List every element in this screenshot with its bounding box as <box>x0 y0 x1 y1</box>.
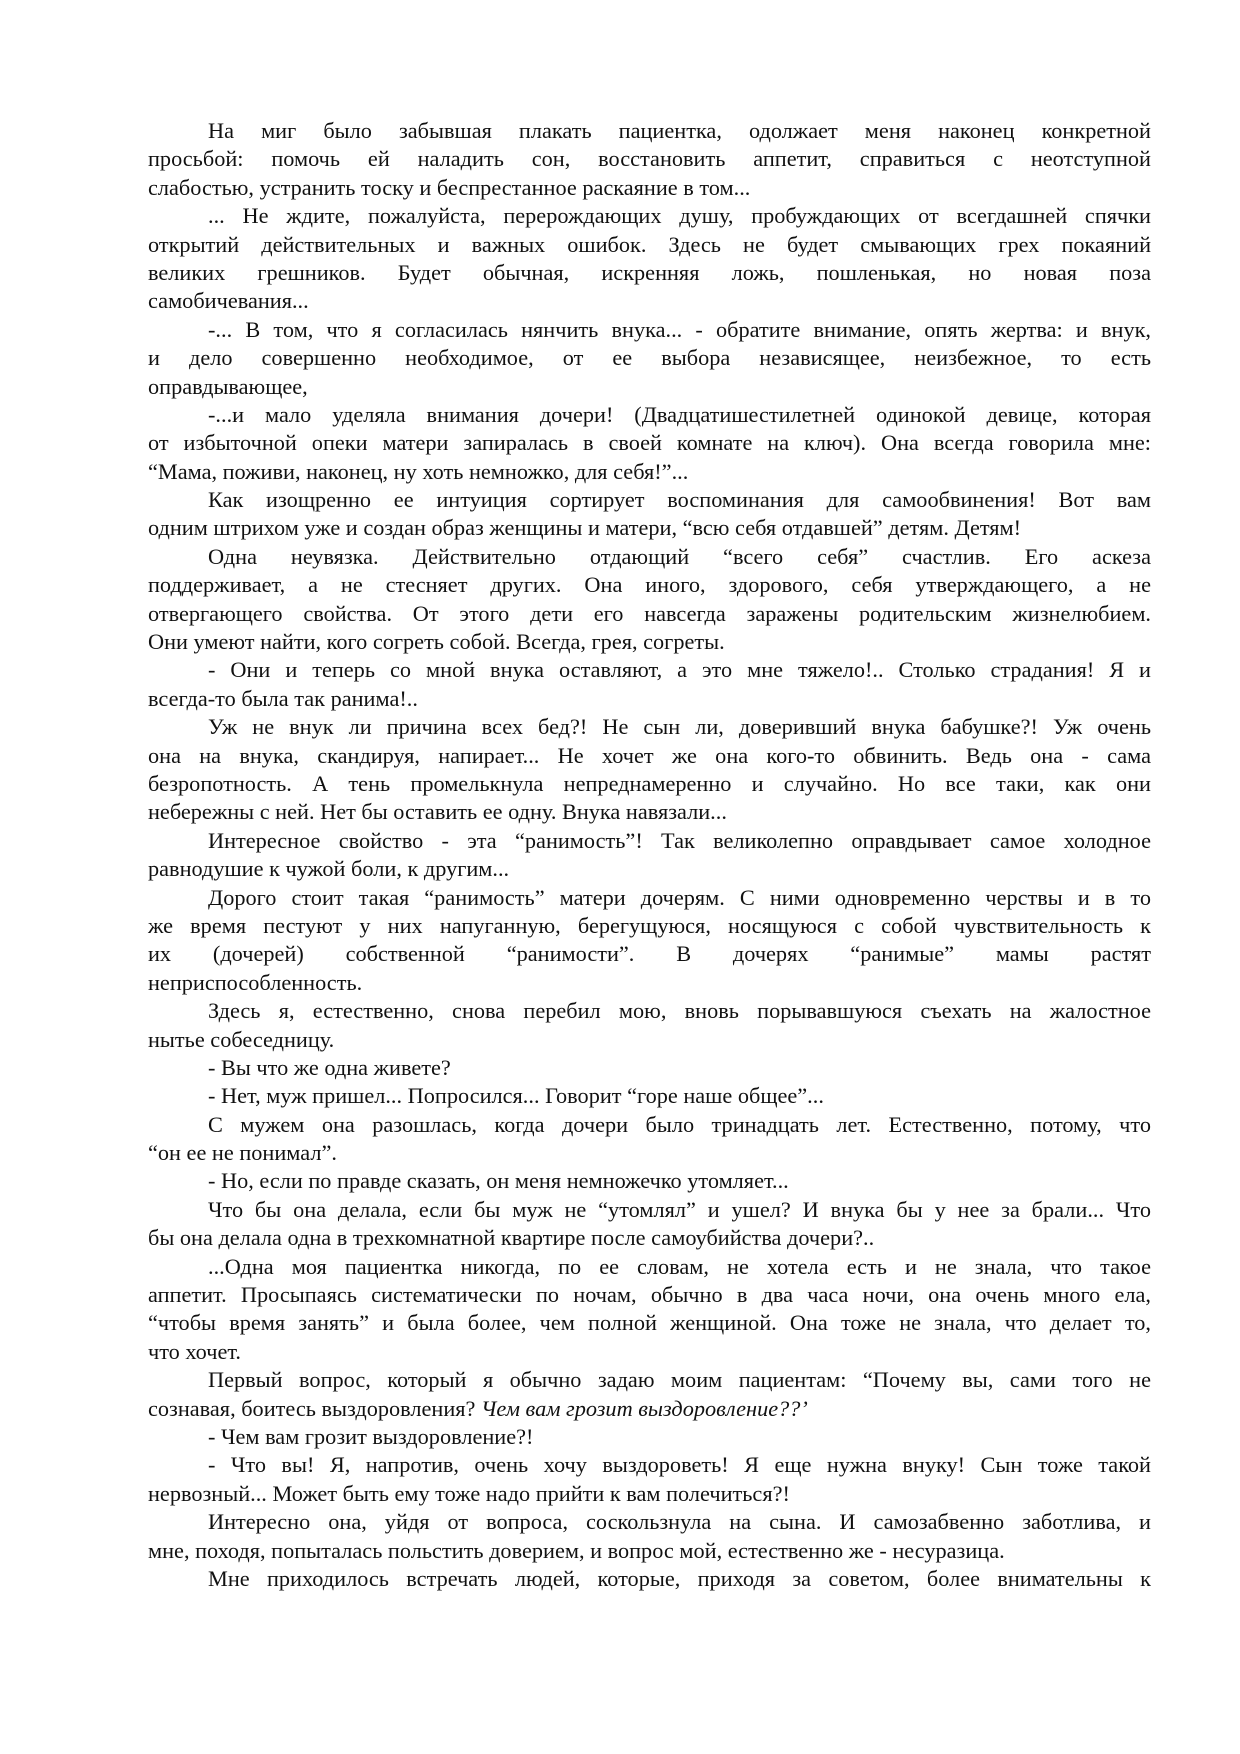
text-line: самобичевания... <box>148 288 309 314</box>
text-line: Здесь я, естественно, снова перебил мою, вновь порывавшуюся съехать на жалостное <box>208 998 1151 1024</box>
text-line: - Они и теперь со мной внука оставляют, а это мне тяжело!.. Столько страдания! Я и <box>208 657 1151 683</box>
text-line: -...и мало уделяла внимания дочери! (Двадцатишестилетней одинокой девице, которая <box>208 401 1151 427</box>
paragraph <box>148 202 1151 316</box>
text-line: С мужем она разошлась, когда дочери было тринадцать лет. Естественно, потому, что <box>208 1111 1151 1137</box>
text-line: поддерживает, а не стесняет других. Она иного, здорового, себя утверждающего, а не <box>148 572 1151 598</box>
text-line: бы она делала одна в трехкомнатной квартире после самоубийства дочери?.. <box>148 1225 875 1251</box>
text-line: аппетит. Просыпаясь систематически по ночам, обычно в два часа ночи, она очень много ела, <box>148 1282 1151 1308</box>
paragraph <box>148 1423 1151 1451</box>
text-line: -... В том, что я согласилась нянчить внука... - обратите внимание, опять жертва: и внук, <box>208 316 1151 342</box>
text-line: - Вы что же одна живете? <box>208 1054 451 1080</box>
text-line: Как изощренно ее интуиция сортирует воспоминания для самообвинения! Вот вам <box>208 487 1151 513</box>
text-line: На миг было забывшая плакать пациентка, одолжает меня наконец конкретной <box>208 118 1151 143</box>
paragraph <box>148 713 1151 827</box>
text-line: слабостью, устранить тоску и беспрестанное раскаяние в том... <box>148 174 751 200</box>
text-line: “Мама, поживи, наконец, ну хоть немножко, для себя!”... <box>148 458 689 484</box>
text-plain: сознавая, боитесь выздоровления? <box>148 1395 482 1421</box>
text-line: Первый вопрос, который я обычно задаю моим пациентам: “Почему вы, сами того не <box>208 1367 1151 1393</box>
paragraph <box>148 543 1151 657</box>
text-line: Интересно она, уйдя от вопроса, соскользнула на сына. И самозабвенно заботлива, и <box>208 1509 1151 1535</box>
text-line: оправдывающее, <box>148 373 308 399</box>
paragraph <box>148 1451 1151 1508</box>
document-page <box>148 117 1151 1593</box>
text-line: открытий действительных и важных ошибок. Здесь не будет смывающих грех покаяний <box>148 231 1151 257</box>
text-line: просьбой: помочь ей наладить сон, восстановить аппетит, справиться с неотступной <box>148 146 1151 172</box>
paragraph <box>148 997 1151 1054</box>
text-line: нервозный... Может быть ему тоже надо прийти к вам полечиться?! <box>148 1480 790 1506</box>
text-line: Интересное свойство - эта “ранимость”! Так великолепно оправдывает самое холодное <box>208 827 1151 853</box>
text-line: же время пестуют у них напуганную, берегущуюся, носящуюся с собой чувствительность к <box>148 912 1151 938</box>
paragraph <box>148 1253 1151 1367</box>
text-line: их (дочерей) собственной “ранимости”. В дочерях “ранимые” мамы растят <box>148 941 1151 967</box>
paragraph <box>148 1111 1151 1168</box>
text-line: “чтобы время занять” и была более, чем полной женщиной. Она тоже не знала, что делает то, <box>148 1310 1151 1336</box>
text-line: Что бы она делала, если бы муж не “утомлял” и ушел? И внука бы у нее за брали... Что <box>208 1196 1151 1222</box>
text-line: ... Не ждите, пожалуйста, перерождающих душу, пробуждающих от всегдашней спячки <box>208 203 1151 229</box>
text-line: “он ее не понимал”. <box>148 1140 337 1166</box>
paragraph <box>148 486 1151 543</box>
text-line: - Но, если по правде сказать, он меня немножечко утомляет... <box>208 1168 789 1194</box>
text-line: небережны с ней. Нет бы оставить ее одну. Внука навязали... <box>148 799 727 825</box>
paragraph <box>148 1082 1151 1110</box>
text-line: от избыточной опеки матери запиралась в своей комнате на ключ). Она всегда говорила мне: <box>148 430 1151 456</box>
text-line: неприспособленность. <box>148 969 363 995</box>
text-italic-emphasis: Чем вам грозит выздоровление??’ <box>481 1395 808 1421</box>
paragraph <box>148 656 1151 713</box>
text-line: великих грешников. Будет обычная, искренняя ложь, пошленькая, но новая поза <box>148 259 1151 285</box>
text-line: - Чем вам грозит выздоровление?! <box>208 1423 534 1449</box>
paragraph <box>148 1167 1151 1195</box>
paragraph <box>148 1054 1151 1082</box>
text-line: и дело совершенно необходимое, от ее выбора независящее, неизбежное, то есть <box>148 345 1151 371</box>
text-line: Они умеют найти, кого согреть собой. Всегда, грея, согреты. <box>148 629 725 655</box>
text-line: нытье собеседницу. <box>148 1026 335 1052</box>
text-line: - Что вы! Я, напротив, очень хочу выздороветь! Я еще нужна внуку! Сын тоже такой <box>208 1452 1151 1478</box>
paragraph <box>148 884 1151 998</box>
paragraph <box>148 1196 1151 1253</box>
paragraph <box>148 1508 1151 1565</box>
text-line: Уж не внук ли причина всех бед?! Не сын ли, доверивший внука бабушке?! Уж очень <box>208 714 1151 740</box>
text-line: она на внука, скандируя, напирает... Не хочет же она кого-то обвинить. Ведь она - сама <box>148 742 1151 768</box>
text-line: Дорого стоит такая “ранимость” матери дочерям. С ними одновременно черствы и в то <box>208 884 1151 910</box>
text-line: Одна неувязка. Действительно отдающий “всего себя” счастлив. Его аскеза <box>208 543 1151 569</box>
text-line <box>148 1395 1151 1423</box>
paragraph <box>148 316 1151 401</box>
text-line: ...Одна моя пациентка никогда, по ее словам, не хотела есть и не знала, что такое <box>208 1253 1151 1279</box>
text-line: отвергающего свойства. От этого дети его навсегда заражены родительским жизнелюбием. <box>148 600 1151 626</box>
paragraph <box>148 1565 1151 1593</box>
text-line: мне, походя, попыталась польстить доверием, и вопрос мой, естественно же - несуразица. <box>148 1537 1005 1563</box>
paragraph <box>148 1366 1151 1423</box>
text-line: равнодушие к чужой боли, к другим... <box>148 856 510 882</box>
text-line: всегда-то была так ранима!.. <box>148 685 418 711</box>
paragraph <box>148 401 1151 486</box>
text-line: Мне приходилось встречать людей, которые, приходя за советом, более внимательны к <box>208 1565 1151 1591</box>
paragraph <box>148 827 1151 884</box>
text-line: что хочет. <box>148 1338 242 1364</box>
text-line: - Нет, муж пришел... Попросился... Говорит “горе наше общее”... <box>208 1083 824 1109</box>
text-line: одним штрихом уже и создан образ женщины и матери, “всю себя отдавшей” детям. Детям! <box>148 515 1022 541</box>
text-line: безропотность. А тень промелькнула непреднамеренно и случайно. Но все таки, как они <box>148 770 1151 796</box>
paragraph <box>148 117 1151 202</box>
